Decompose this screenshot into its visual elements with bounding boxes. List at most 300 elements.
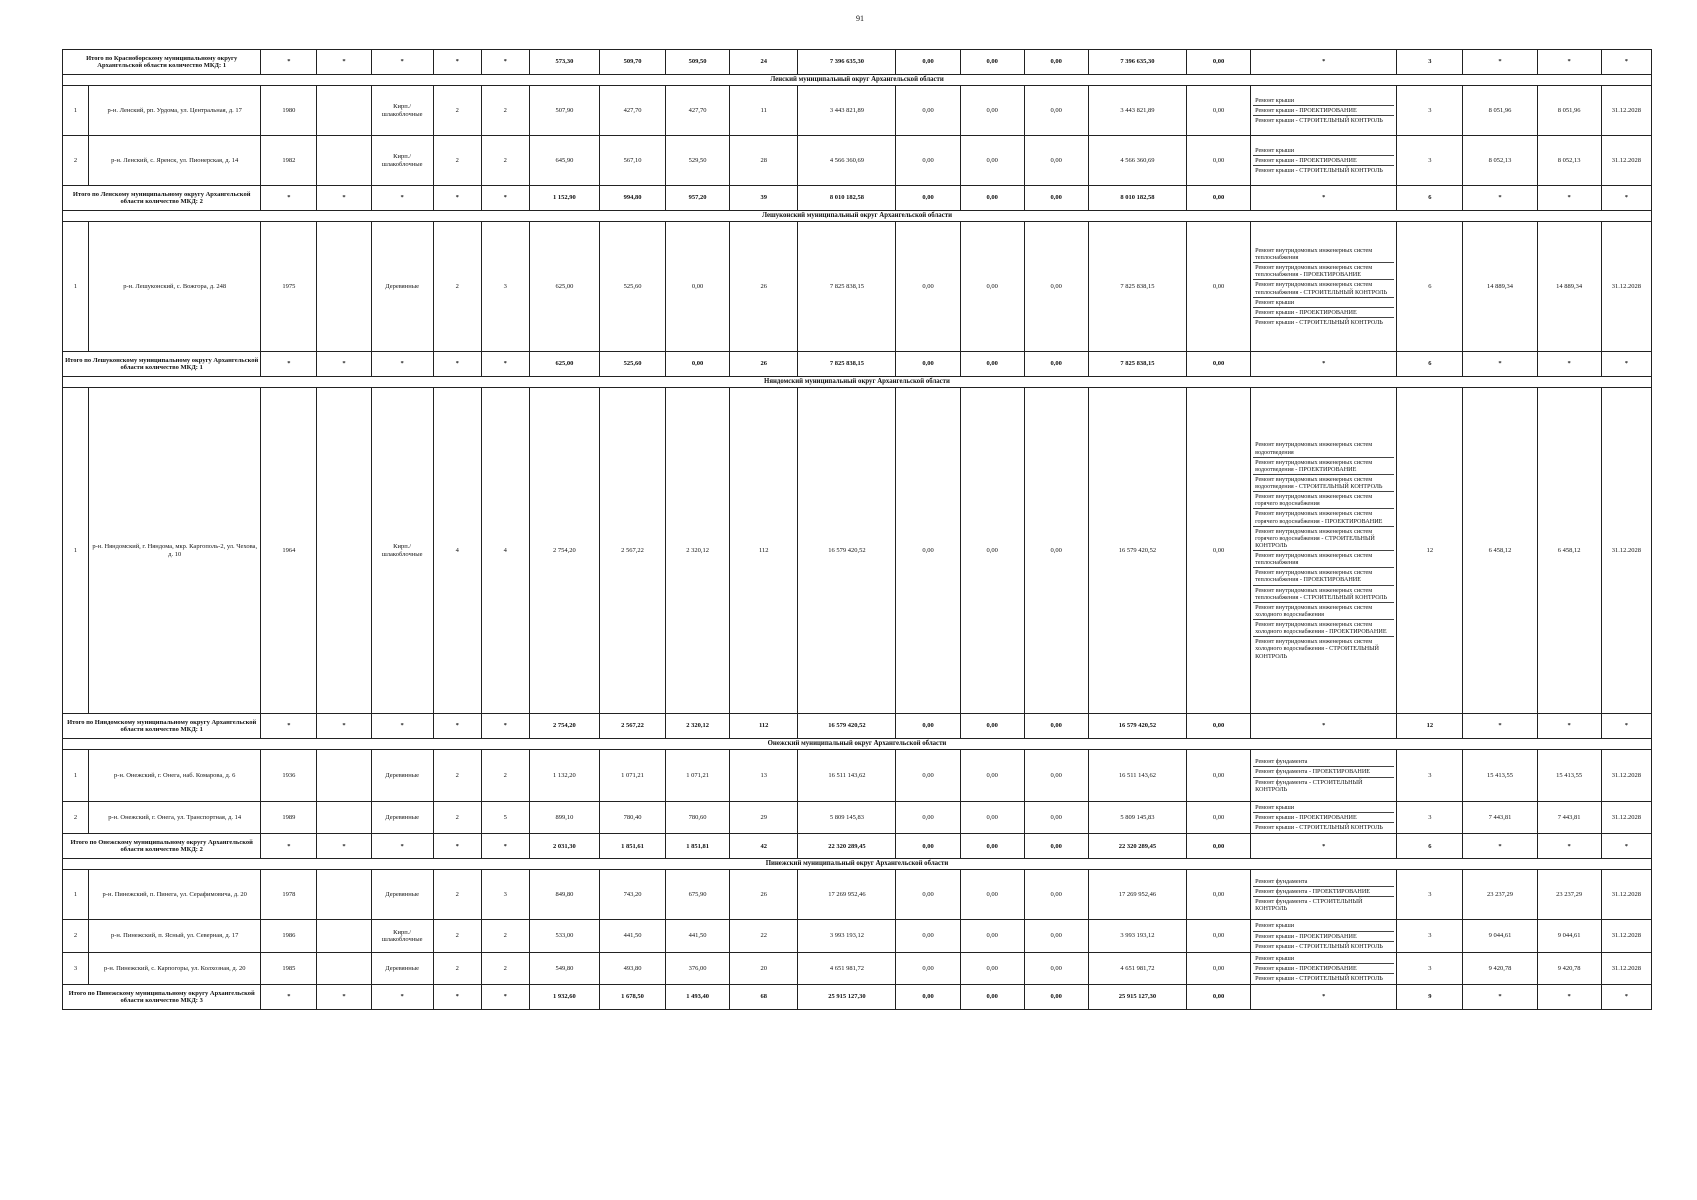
- total-works-count: 6: [1397, 834, 1463, 859]
- total-fund-federal: 0,00: [896, 834, 960, 859]
- total-area-premises: 2 567,22: [599, 714, 665, 739]
- area-residential-cell: 0,00: [666, 222, 730, 352]
- row-number: 1: [63, 750, 89, 802]
- work-item: Ремонт крыши - СТРОИТЕЛЬНЫЙ КОНТРОЛЬ: [1255, 975, 1383, 982]
- total-works: *: [1251, 50, 1397, 75]
- total-fund-local: 0,00: [1024, 50, 1088, 75]
- unit-cost-cell: 15 413,55: [1463, 750, 1537, 802]
- address-cell: р-н. Ленский, рп. Урдома, ул. Центральная, д. 17: [89, 86, 261, 136]
- fund-owners-cell: 3 993 193,12: [1088, 920, 1186, 952]
- works-list-cell: [1251, 750, 1397, 802]
- total-label: Итого по Ленскому муниципальному округу Архангельской области количество МКД: 2: [63, 186, 261, 211]
- fund-regional-cell: 0,00: [960, 136, 1024, 186]
- district-total-row: [63, 186, 1652, 211]
- total-floors: *: [433, 834, 481, 859]
- area-residential-cell: 780,60: [666, 802, 730, 834]
- year-built-cell: 1975: [261, 222, 317, 352]
- fund-local-cell: 0,00: [1024, 802, 1088, 834]
- total-fund-other: 0,00: [1186, 714, 1250, 739]
- works-list-cell: [1251, 920, 1397, 952]
- district-total-row: [63, 352, 1652, 377]
- floors-cell: 2: [433, 870, 481, 920]
- year-overhaul-cell: [317, 86, 371, 136]
- fund-owners-cell: 3 443 821,89: [1088, 86, 1186, 136]
- residents-cell: 26: [730, 222, 798, 352]
- work-item: Ремонт фундамента - ПРОЕКТИРОВАНИЕ: [1253, 887, 1394, 897]
- entrances-cell: 2: [481, 952, 529, 984]
- total-entrances: *: [481, 985, 529, 1010]
- fund-federal-cell: 0,00: [896, 952, 960, 984]
- fund-regional-cell: 0,00: [960, 802, 1024, 834]
- floors-cell: 2: [433, 920, 481, 952]
- total-area-residential: 509,50: [666, 50, 730, 75]
- total-area-residential: 957,20: [666, 186, 730, 211]
- total-works: *: [1251, 985, 1397, 1010]
- work-item: Ремонт внутридомовых инженерных систем теплоснабжения: [1253, 551, 1394, 568]
- year-built-cell: 1936: [261, 750, 317, 802]
- entrances-cell: 2: [481, 750, 529, 802]
- year-overhaul-cell: [317, 920, 371, 952]
- total-cost-total: 7 396 635,30: [798, 50, 896, 75]
- total-max-unit-cost: *: [1537, 834, 1601, 859]
- total-fund-regional: 0,00: [960, 714, 1024, 739]
- row-number: 2: [63, 802, 89, 834]
- unit-cost-cell: 9 420,78: [1463, 952, 1537, 984]
- district-heading: Онежский муниципальный округ Архангельской области: [63, 739, 1652, 750]
- total-works-count: 3: [1397, 50, 1463, 75]
- residents-cell: 20: [730, 952, 798, 984]
- cost-total-cell: 3 993 193,12: [798, 920, 896, 952]
- total-area-premises: 525,60: [599, 352, 665, 377]
- entrances-cell: 3: [481, 870, 529, 920]
- walls-cell: Деревянные: [371, 802, 433, 834]
- work-item: Ремонт фундамента: [1253, 877, 1394, 887]
- max-unit-cost-cell: 14 889,34: [1537, 222, 1601, 352]
- total-label: Итого по Няндомскому муниципальному округу Архангельской области количество МКД: 1: [63, 714, 261, 739]
- row-number: 2: [63, 136, 89, 186]
- work-item: Ремонт фундамента: [1253, 757, 1394, 767]
- cost-total-cell: 4 566 360,69: [798, 136, 896, 186]
- works-count-cell: 6: [1397, 222, 1463, 352]
- area-premises-cell: 743,20: [599, 870, 665, 920]
- total-works-count: 6: [1397, 352, 1463, 377]
- total-max-unit-cost: *: [1537, 985, 1601, 1010]
- fund-local-cell: 0,00: [1024, 136, 1088, 186]
- year-built-cell: 1982: [261, 136, 317, 186]
- total-fund-local: 0,00: [1024, 186, 1088, 211]
- total-unit-cost: *: [1463, 834, 1537, 859]
- address-cell: р-н. Онежский, г. Онега, ул. Транспортная, д. 14: [89, 802, 261, 834]
- total-deadline: *: [1601, 714, 1651, 739]
- work-item: Ремонт внутридомовых инженерных систем холодного водоснабжения - ПРОЕКТИРОВАНИЕ: [1253, 620, 1394, 637]
- year-overhaul-cell: [317, 870, 371, 920]
- walls-cell: Кирп./ шлакоблочные: [371, 388, 433, 714]
- deadline-cell: 31.12.2028: [1601, 750, 1651, 802]
- area-premises-cell: 2 567,22: [599, 388, 665, 714]
- total-label: Итого по Лешуконскому муниципальному округу Архангельской области количество МКД: 1: [63, 352, 261, 377]
- total-fund-federal: 0,00: [896, 714, 960, 739]
- unit-cost-cell: 8 051,96: [1463, 86, 1537, 136]
- year-built-cell: 1985: [261, 952, 317, 984]
- works-count-cell: 12: [1397, 388, 1463, 714]
- total-area-premises: 509,70: [599, 50, 665, 75]
- total-year-built: *: [261, 352, 317, 377]
- total-fund-local: 0,00: [1024, 985, 1088, 1010]
- work-item: Ремонт крыши: [1253, 298, 1394, 308]
- works-count-cell: 3: [1397, 952, 1463, 984]
- fund-federal-cell: 0,00: [896, 750, 960, 802]
- work-item: Ремонт внутридомовых инженерных систем горячего водоснабжения - СТРОИТЕЛЬНЫЙ КОНТРОЛЬ: [1253, 527, 1394, 551]
- district-heading-row: [63, 739, 1652, 750]
- total-entrances: *: [481, 186, 529, 211]
- area-residential-cell: 376,00: [666, 952, 730, 984]
- works-count-cell: 3: [1397, 750, 1463, 802]
- total-deadline: *: [1601, 985, 1651, 1010]
- total-residents: 24: [730, 50, 798, 75]
- deadline-cell: 31.12.2028: [1601, 802, 1651, 834]
- total-fund-owners: 16 579 420,52: [1088, 714, 1186, 739]
- total-walls: *: [371, 352, 433, 377]
- work-item: Ремонт крыши - ПРОЕКТИРОВАНИЕ: [1253, 964, 1394, 974]
- total-works: *: [1251, 352, 1397, 377]
- work-item: Ремонт крыши - ПРОЕКТИРОВАНИЕ: [1253, 932, 1394, 942]
- deadline-cell: 31.12.2028: [1601, 952, 1651, 984]
- fund-local-cell: 0,00: [1024, 86, 1088, 136]
- works-list-cell: [1251, 222, 1397, 352]
- total-label: Итого по Пинежскому муниципальному округу Архангельской области количество МКД: 3: [63, 985, 261, 1010]
- total-residents: 112: [730, 714, 798, 739]
- total-cost-total: 8 010 182,58: [798, 186, 896, 211]
- fund-local-cell: 0,00: [1024, 870, 1088, 920]
- total-area-total: 625,00: [529, 352, 599, 377]
- total-residents: 68: [730, 985, 798, 1010]
- residents-cell: 29: [730, 802, 798, 834]
- total-year-built: *: [261, 985, 317, 1010]
- work-item: Ремонт крыши: [1253, 954, 1394, 964]
- address-cell: р-н. Онежский, г. Онега, наб. Комарова, д. 6: [89, 750, 261, 802]
- total-unit-cost: *: [1463, 714, 1537, 739]
- district-heading-row: [63, 377, 1652, 388]
- total-area-residential: 1 493,40: [666, 985, 730, 1010]
- total-walls: *: [371, 985, 433, 1010]
- year-overhaul-cell: [317, 750, 371, 802]
- total-deadline: *: [1601, 186, 1651, 211]
- fund-federal-cell: 0,00: [896, 870, 960, 920]
- total-works-count: 6: [1397, 186, 1463, 211]
- cost-total-cell: 17 269 952,46: [798, 870, 896, 920]
- row-number: 1: [63, 222, 89, 352]
- floors-cell: 2: [433, 802, 481, 834]
- work-item: Ремонт внутридомовых инженерных систем водоотведения - СТРОИТЕЛЬНЫЙ КОНТРОЛЬ: [1253, 475, 1394, 492]
- total-works: *: [1251, 714, 1397, 739]
- total-area-residential: 2 320,12: [666, 714, 730, 739]
- fund-other-cell: 0,00: [1186, 802, 1250, 834]
- total-residents: 42: [730, 834, 798, 859]
- unit-cost-cell: 14 889,34: [1463, 222, 1537, 352]
- fund-other-cell: 0,00: [1186, 136, 1250, 186]
- total-fund-other: 0,00: [1186, 186, 1250, 211]
- total-max-unit-cost: *: [1537, 714, 1601, 739]
- total-unit-cost: *: [1463, 352, 1537, 377]
- walls-cell: Деревянные: [371, 952, 433, 984]
- total-works: *: [1251, 186, 1397, 211]
- row-number: 3: [63, 952, 89, 984]
- unit-cost-cell: 7 443,81: [1463, 802, 1537, 834]
- fund-other-cell: 0,00: [1186, 870, 1250, 920]
- total-unit-cost: *: [1463, 985, 1537, 1010]
- works-list-cell: [1251, 86, 1397, 136]
- area-premises-cell: 493,80: [599, 952, 665, 984]
- walls-cell: Деревянные: [371, 750, 433, 802]
- total-year-overhaul: *: [317, 352, 371, 377]
- work-item: Ремонт внутридомовых инженерных систем теплоснабжения - СТРОИТЕЛЬНЫЙ КОНТРОЛЬ: [1253, 280, 1394, 297]
- work-item: Ремонт внутридомовых инженерных систем холодного водоснабжения: [1253, 603, 1394, 620]
- entrances-cell: 4: [481, 388, 529, 714]
- max-unit-cost-cell: 23 237,29: [1537, 870, 1601, 920]
- work-item: Ремонт фундамента - СТРОИТЕЛЬНЫЙ КОНТРОЛЬ: [1255, 897, 1363, 912]
- fund-regional-cell: 0,00: [960, 222, 1024, 352]
- row-number: 1: [63, 86, 89, 136]
- address-cell: р-н. Пинежский, п. Пинега, ул. Серафимовича, д. 20: [89, 870, 261, 920]
- max-unit-cost-cell: 7 443,81: [1537, 802, 1601, 834]
- walls-cell: Кирп./ шлакоблочные: [371, 136, 433, 186]
- works-list-cell: [1251, 952, 1397, 984]
- works-list-cell: [1251, 802, 1397, 834]
- entrances-cell: 2: [481, 86, 529, 136]
- fund-other-cell: 0,00: [1186, 388, 1250, 714]
- total-year-overhaul: *: [317, 714, 371, 739]
- fund-local-cell: 0,00: [1024, 952, 1088, 984]
- max-unit-cost-cell: 15 413,55: [1537, 750, 1601, 802]
- total-floors: *: [433, 352, 481, 377]
- total-max-unit-cost: *: [1537, 352, 1601, 377]
- area-total-cell: 1 132,20: [529, 750, 599, 802]
- work-item: Ремонт крыши: [1253, 146, 1394, 156]
- total-floors: *: [433, 714, 481, 739]
- total-area-premises: 1 678,50: [599, 985, 665, 1010]
- total-year-overhaul: *: [317, 50, 371, 75]
- work-item: Ремонт внутридомовых инженерных систем горячего водоснабжения - ПРОЕКТИРОВАНИЕ: [1253, 509, 1394, 526]
- area-total-cell: 899,10: [529, 802, 599, 834]
- total-fund-owners: 22 320 289,45: [1088, 834, 1186, 859]
- year-overhaul-cell: [317, 222, 371, 352]
- work-item: Ремонт внутридомовых инженерных систем водоотведения: [1253, 440, 1394, 457]
- total-label: Итого по Красноборскому муниципальному округу Архангельской области количество МКД: 1: [63, 50, 261, 75]
- year-overhaul-cell: [317, 136, 371, 186]
- work-item: Ремонт крыши - ПРОЕКТИРОВАНИЕ: [1253, 156, 1394, 166]
- total-works-count: 12: [1397, 714, 1463, 739]
- deadline-cell: 31.12.2028: [1601, 136, 1651, 186]
- fund-other-cell: 0,00: [1186, 920, 1250, 952]
- fund-owners-cell: 4 566 360,69: [1088, 136, 1186, 186]
- work-item: Ремонт фундамента - СТРОИТЕЛЬНЫЙ КОНТРОЛЬ: [1255, 778, 1363, 793]
- area-residential-cell: 2 320,12: [666, 388, 730, 714]
- year-built-cell: 1980: [261, 86, 317, 136]
- area-total-cell: 549,80: [529, 952, 599, 984]
- area-total-cell: 533,00: [529, 920, 599, 952]
- district-heading-row: [63, 859, 1652, 870]
- total-deadline: *: [1601, 352, 1651, 377]
- fund-federal-cell: 0,00: [896, 86, 960, 136]
- total-year-overhaul: *: [317, 186, 371, 211]
- walls-cell: Кирп./ шлакоблочные: [371, 920, 433, 952]
- residents-cell: 22: [730, 920, 798, 952]
- fund-regional-cell: 0,00: [960, 870, 1024, 920]
- works-count-cell: 3: [1397, 136, 1463, 186]
- fund-owners-cell: 5 809 145,83: [1088, 802, 1186, 834]
- floors-cell: 2: [433, 222, 481, 352]
- work-item: Ремонт крыши: [1253, 96, 1394, 106]
- total-area-premises: 994,80: [599, 186, 665, 211]
- floors-cell: 2: [433, 750, 481, 802]
- fund-other-cell: 0,00: [1186, 222, 1250, 352]
- address-cell: р-н. Няндомский, г. Няндома, мкр. Каргополь-2, ул. Чехова, д. 10: [89, 388, 261, 714]
- total-year-overhaul: *: [317, 985, 371, 1010]
- works-count-cell: 3: [1397, 802, 1463, 834]
- total-area-total: 2 754,20: [529, 714, 599, 739]
- residents-cell: 112: [730, 388, 798, 714]
- total-area-residential: 1 851,81: [666, 834, 730, 859]
- total-entrances: *: [481, 834, 529, 859]
- total-works: *: [1251, 834, 1397, 859]
- area-residential-cell: 675,90: [666, 870, 730, 920]
- district-heading-row: [63, 75, 1652, 86]
- total-fund-regional: 0,00: [960, 985, 1024, 1010]
- max-unit-cost-cell: 9 420,78: [1537, 952, 1601, 984]
- total-area-premises: 1 851,61: [599, 834, 665, 859]
- fund-owners-cell: 16 511 143,62: [1088, 750, 1186, 802]
- fund-federal-cell: 0,00: [896, 920, 960, 952]
- total-fund-owners: 7 396 635,30: [1088, 50, 1186, 75]
- fund-regional-cell: 0,00: [960, 86, 1024, 136]
- area-residential-cell: 1 071,21: [666, 750, 730, 802]
- area-residential-cell: 529,50: [666, 136, 730, 186]
- total-cost-total: 16 579 420,52: [798, 714, 896, 739]
- total-year-built: *: [261, 186, 317, 211]
- district-total-row: [63, 834, 1652, 859]
- total-entrances: *: [481, 714, 529, 739]
- year-built-cell: 1986: [261, 920, 317, 952]
- residents-cell: 26: [730, 870, 798, 920]
- work-item: Ремонт внутридомовых инженерных систем теплоснабжения - ПРОЕКТИРОВАНИЕ: [1253, 568, 1394, 585]
- fund-other-cell: 0,00: [1186, 86, 1250, 136]
- residents-cell: 13: [730, 750, 798, 802]
- area-premises-cell: 1 071,21: [599, 750, 665, 802]
- work-item: Ремонт внутридомовых инженерных систем теплоснабжения - СТРОИТЕЛЬНЫЙ КОНТРОЛЬ: [1253, 586, 1394, 603]
- district-total-row: [63, 50, 1652, 75]
- work-item: Ремонт крыши - СТРОИТЕЛЬНЫЙ КОНТРОЛЬ: [1255, 167, 1383, 175]
- work-item: Ремонт крыши - ПРОЕКТИРОВАНИЕ: [1253, 106, 1394, 116]
- total-area-total: 573,30: [529, 50, 599, 75]
- area-premises-cell: 441,50: [599, 920, 665, 952]
- total-fund-regional: 0,00: [960, 834, 1024, 859]
- total-fund-federal: 0,00: [896, 186, 960, 211]
- area-total-cell: 2 754,20: [529, 388, 599, 714]
- year-built-cell: 1964: [261, 388, 317, 714]
- entrances-cell: 2: [481, 136, 529, 186]
- fund-federal-cell: 0,00: [896, 136, 960, 186]
- residents-cell: 28: [730, 136, 798, 186]
- capital-repair-table: [62, 49, 1652, 1010]
- deadline-cell: 31.12.2028: [1601, 222, 1651, 352]
- area-premises-cell: 567,10: [599, 136, 665, 186]
- building-row: [63, 136, 1652, 186]
- total-fund-federal: 0,00: [896, 352, 960, 377]
- district-heading: Пинежский муниципальный округ Архангельской области: [63, 859, 1652, 870]
- deadline-cell: 31.12.2028: [1601, 920, 1651, 952]
- area-total-cell: 625,00: [529, 222, 599, 352]
- area-premises-cell: 427,70: [599, 86, 665, 136]
- work-item: Ремонт внутридомовых инженерных систем теплоснабжения: [1253, 246, 1394, 263]
- row-number: 1: [63, 388, 89, 714]
- works-list-cell: [1251, 388, 1397, 714]
- district-total-row: [63, 714, 1652, 739]
- address-cell: р-н. Ленский, с. Яренск, ул. Пионерская, д. 14: [89, 136, 261, 186]
- total-cost-total: 22 320 289,45: [798, 834, 896, 859]
- total-area-total: 1 152,90: [529, 186, 599, 211]
- fund-regional-cell: 0,00: [960, 920, 1024, 952]
- fund-local-cell: 0,00: [1024, 750, 1088, 802]
- area-total-cell: 645,90: [529, 136, 599, 186]
- total-fund-owners: 8 010 182,58: [1088, 186, 1186, 211]
- total-unit-cost: *: [1463, 186, 1537, 211]
- area-residential-cell: 427,70: [666, 86, 730, 136]
- page-number: 91: [856, 14, 864, 23]
- total-walls: *: [371, 834, 433, 859]
- total-walls: *: [371, 186, 433, 211]
- entrances-cell: 5: [481, 802, 529, 834]
- total-max-unit-cost: *: [1537, 50, 1601, 75]
- total-floors: *: [433, 985, 481, 1010]
- total-max-unit-cost: *: [1537, 186, 1601, 211]
- fund-regional-cell: 0,00: [960, 750, 1024, 802]
- total-residents: 39: [730, 186, 798, 211]
- walls-cell: Кирп./ шлакоблочные: [371, 86, 433, 136]
- building-row: [63, 86, 1652, 136]
- fund-federal-cell: 0,00: [896, 388, 960, 714]
- fund-other-cell: 0,00: [1186, 952, 1250, 984]
- total-walls: *: [371, 50, 433, 75]
- total-area-total: 2 031,30: [529, 834, 599, 859]
- address-cell: р-н. Лешуконский, с. Вожгора, д. 248: [89, 222, 261, 352]
- cost-total-cell: 16 511 143,62: [798, 750, 896, 802]
- max-unit-cost-cell: 8 051,96: [1537, 86, 1601, 136]
- year-overhaul-cell: [317, 952, 371, 984]
- fund-other-cell: 0,00: [1186, 750, 1250, 802]
- work-item: Ремонт крыши - ПРОЕКТИРОВАНИЕ: [1253, 308, 1394, 318]
- building-row: [63, 750, 1652, 802]
- district-heading: Ленский муниципальный округ Архангельской области: [63, 75, 1652, 86]
- floors-cell: 4: [433, 388, 481, 714]
- district-heading: Няндомский муниципальный округ Архангельской области: [63, 377, 1652, 388]
- total-area-total: 1 932,60: [529, 985, 599, 1010]
- total-fund-regional: 0,00: [960, 50, 1024, 75]
- walls-cell: Деревянные: [371, 870, 433, 920]
- max-unit-cost-cell: 9 044,61: [1537, 920, 1601, 952]
- total-fund-owners: 7 825 838,15: [1088, 352, 1186, 377]
- walls-cell: Деревянные: [371, 222, 433, 352]
- year-built-cell: 1989: [261, 802, 317, 834]
- unit-cost-cell: 6 458,12: [1463, 388, 1537, 714]
- total-area-residential: 0,00: [666, 352, 730, 377]
- year-overhaul-cell: [317, 388, 371, 714]
- work-item: Ремонт крыши - СТРОИТЕЛЬНЫЙ КОНТРОЛЬ: [1255, 942, 1383, 950]
- fund-regional-cell: 0,00: [960, 388, 1024, 714]
- total-deadline: *: [1601, 834, 1651, 859]
- deadline-cell: 31.12.2028: [1601, 388, 1651, 714]
- total-year-built: *: [261, 834, 317, 859]
- total-floors: *: [433, 186, 481, 211]
